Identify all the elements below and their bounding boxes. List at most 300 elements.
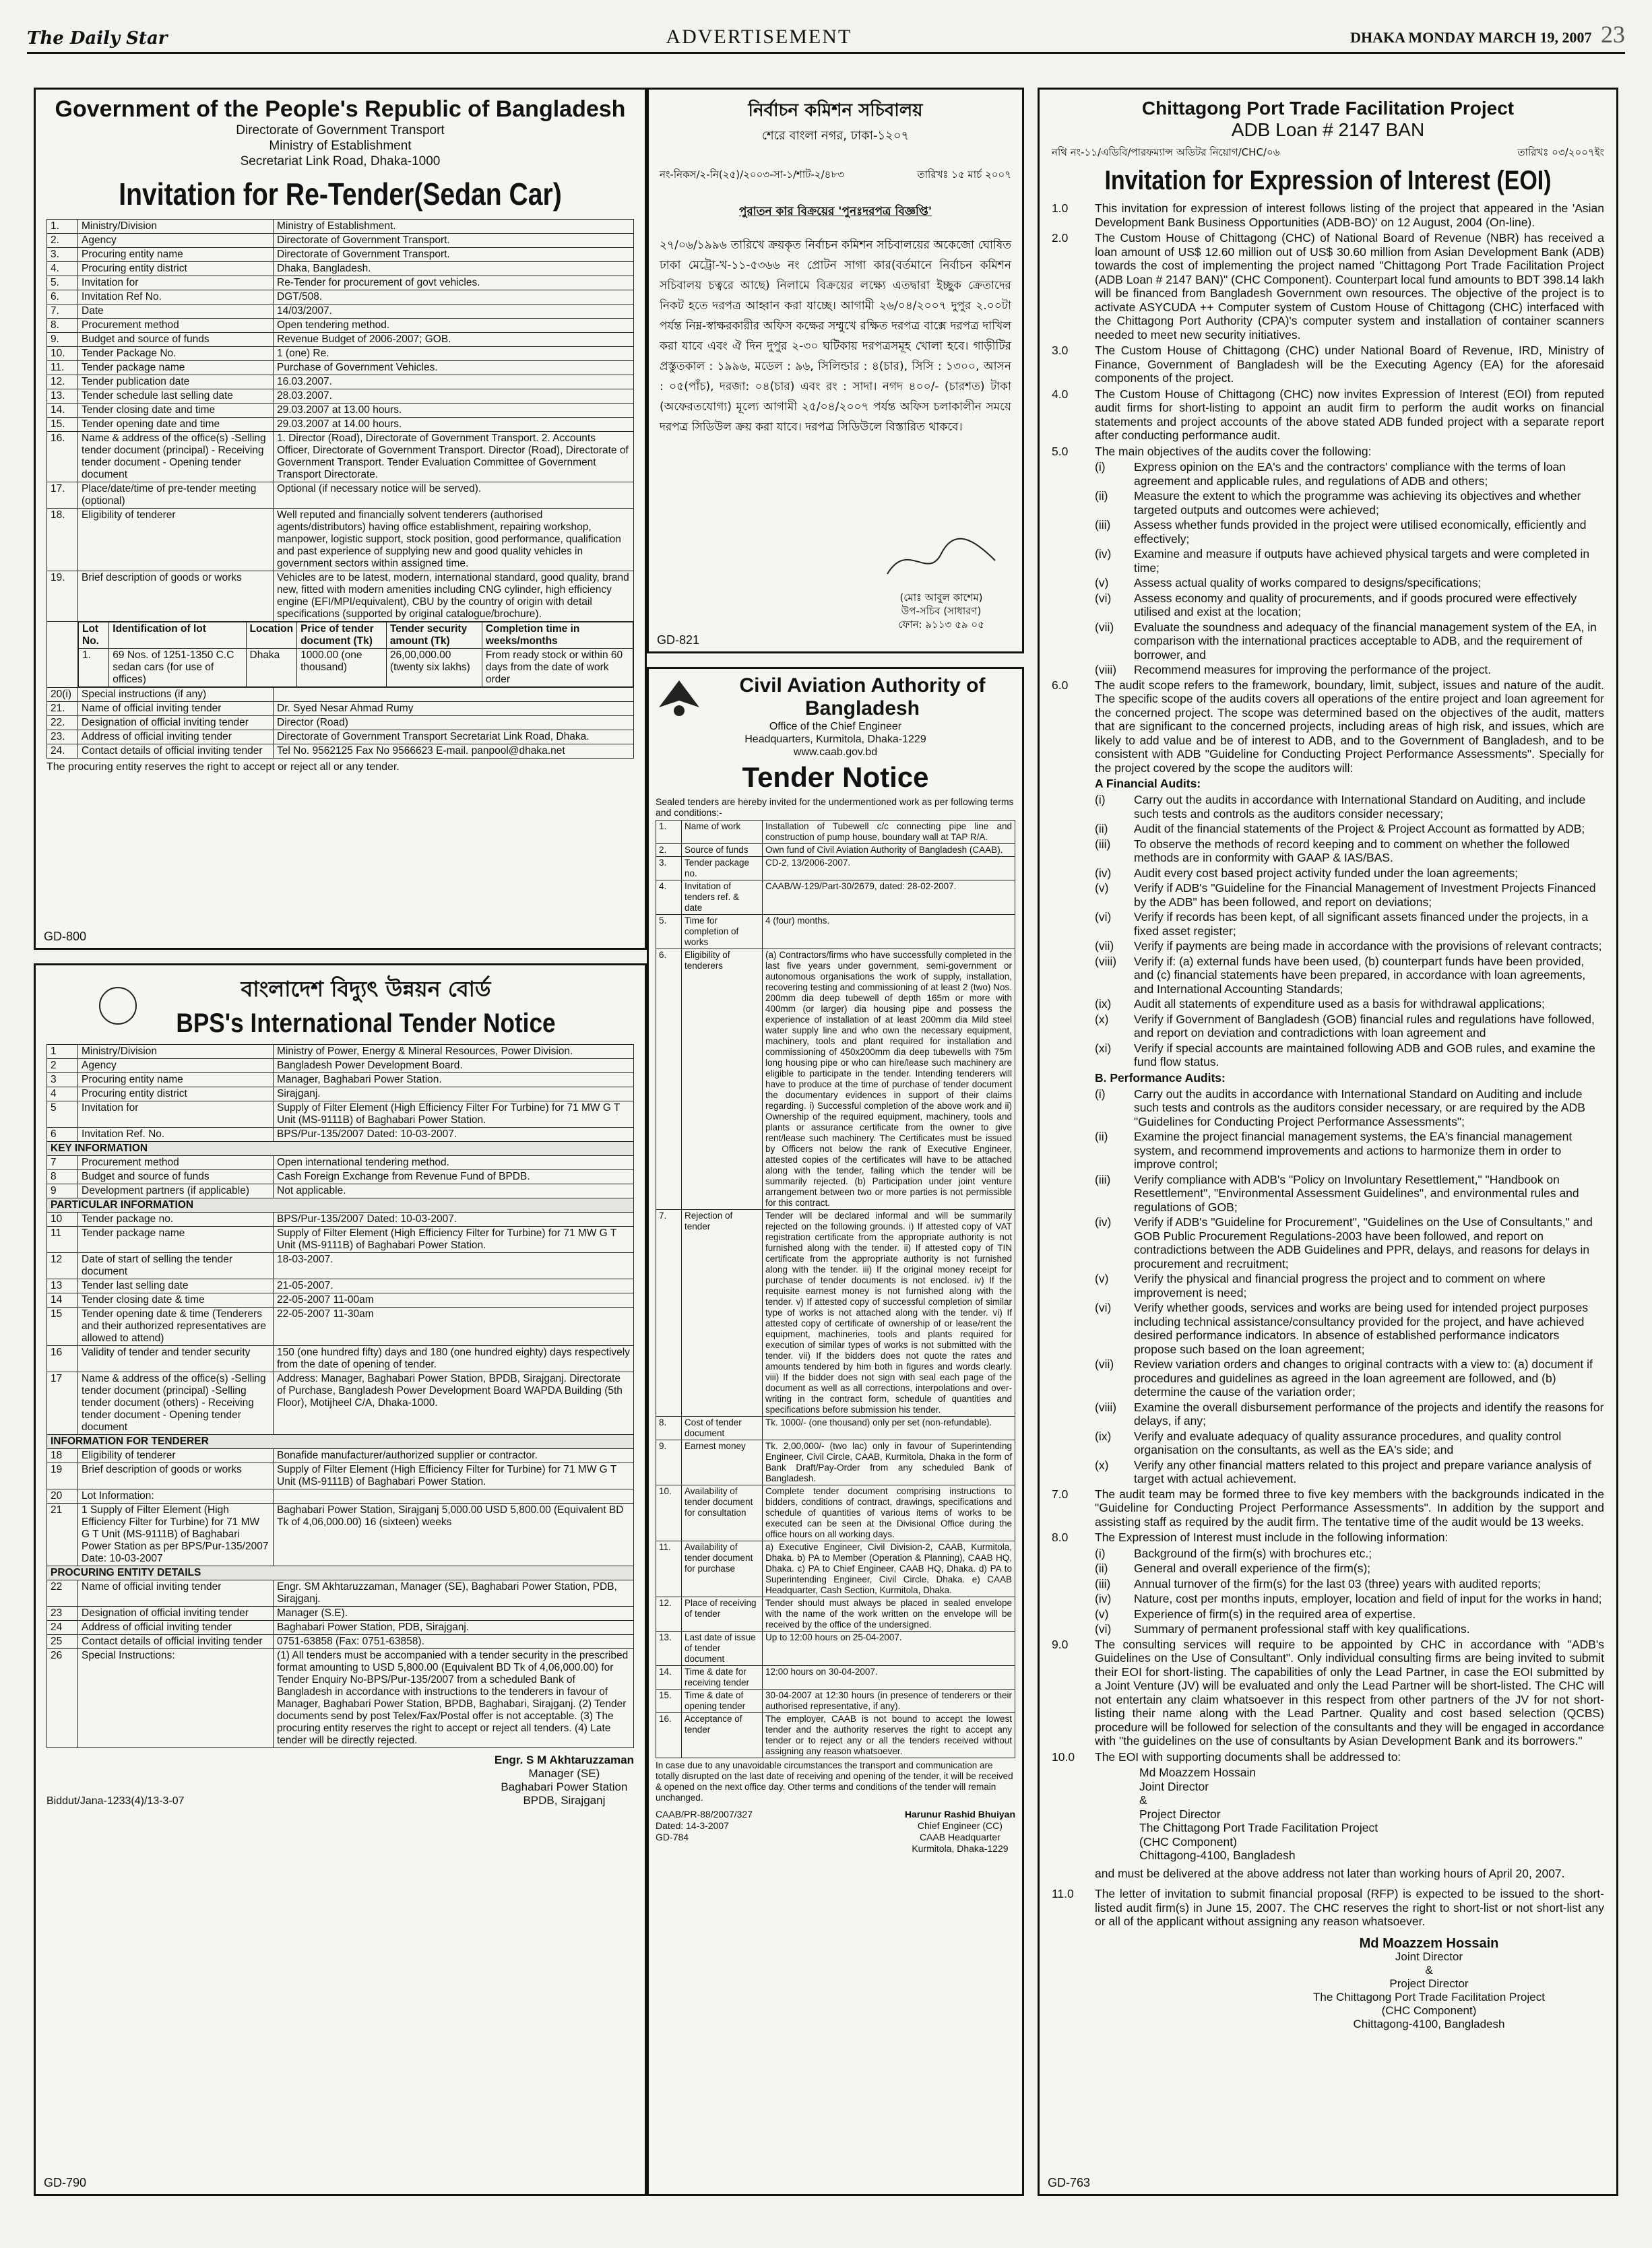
ad-body [1052, 201, 1604, 2031]
row-label: Tender package no. [78, 1213, 274, 1227]
table-row [47, 1504, 634, 1566]
list-item [1052, 1215, 1604, 1271]
row-value: Director (Road) [274, 716, 634, 730]
ad-note: In case due to any unavoidable circumstances the transport and communication are totally disrupted on the last date of receiving and opening of the tender, it will be received & opened on the next office day. Other terms and conditions of the tender will remain unchanged. [656, 1760, 1013, 1803]
row-label: Tender schedule last selling date [78, 389, 274, 404]
row-label: Time for completion of works [682, 915, 763, 949]
section-row [47, 1142, 634, 1156]
eoi-paragraph [1052, 678, 1604, 775]
ref-date: তারিখঃ ০৩/২০০৭ইং [1517, 146, 1604, 158]
item-number: (ii) [1095, 489, 1108, 503]
subtitle-line: Ministry of Establishment [269, 139, 412, 153]
lot-cell: 69 Nos. of 1251-1350 C.C sedan cars (for use of offices) [109, 649, 246, 687]
item-text: Verify any other financial matters related to this project and prepare variance analysis of target with actual achievement. [1134, 1458, 1591, 1485]
table-row [47, 234, 634, 248]
ad-footer [46, 1754, 634, 1807]
item-number: (iv) [1095, 1215, 1112, 1229]
row-value: (1) All tenders must be accompanied with a tender security in the prescribed format amounting to USD 5,800.00 (Equivalent BD Tk of 4,06,000.00) for Tender Enquiry No-BPS/Pur-135/2007 from a scheduled Bank of Bangladesh in accordance with instructions to the tenderers in favour of Manager, Baghabari Power Station, BPDB, Baghabari, Sirajganj. (2) Tender documents send by post Telex/Fax/Postal offer is not acceptable. (3) The procuring entity reserves the right to accept or reject all tenders. (4) Late tender will be directly rejected. [274, 1649, 634, 1748]
address-line: & [1139, 1793, 1147, 1807]
list-item [1052, 1592, 1604, 1606]
row-number: 15. [656, 1690, 682, 1713]
row-value: Baghabari Power Station, Sirajganj 5,000.00 USD 5,800.00 (Equivalent BD Tk of 4,06,000.00) 16 (sixteen) weeks [274, 1504, 634, 1566]
ad-code: GD-790 [44, 2176, 87, 2189]
row-value: Tel No. 9562125 Fax No 9566623 E-mail. panpool@dhaka.net [274, 744, 634, 759]
ref-number: নথি নং-১১/এডিবি/পারফম্যান্স অডিটর নিয়োগ/CHC/০৬ [1052, 146, 1280, 158]
row-label: Procuring entity district [78, 262, 274, 276]
table-row [47, 1170, 634, 1184]
row-number: 15. [47, 418, 78, 432]
lot-header: Completion time in weeks/months [482, 622, 633, 649]
row-label: Tender opening date and time [78, 418, 274, 432]
ad-code: GD-821 [657, 633, 700, 647]
item-text: Carry out the audits in accordance with International Standard on Auditing and include such tests and controls as the auditors consider necessary, or are required by the ADB "Guidelines for Conducting Project Performance Assessments"; [1134, 1087, 1585, 1128]
row-number: 12 [47, 1253, 78, 1279]
row-value: Complete tender document comprising instructions to bidders, conditions of contract, drawings, specifications and schedule of quantities of various items of works to be executed can be seen at the Divisional Office during the office hours on all working days. [763, 1485, 1015, 1541]
row-number [47, 622, 78, 688]
table-row [47, 1580, 634, 1607]
table-row [656, 1440, 1015, 1485]
item-number: (i) [1095, 460, 1106, 474]
row-value: Up to 12:00 hours on 25-04-2007. [763, 1632, 1015, 1666]
row-number: 21. [47, 702, 78, 716]
item-text: Review variation orders and changes to original contracts with a view to: (a) document if procedures and guidelines as agreed in the loan agreement are followed, and (b) determine the cause of the variation order; [1134, 1357, 1593, 1399]
table-row [656, 880, 1015, 915]
tender-table [656, 820, 1015, 1758]
item-number: (vi) [1095, 1622, 1112, 1636]
row-number: 1 [47, 1045, 78, 1059]
table-row [656, 1690, 1015, 1713]
list-item [1052, 1430, 1604, 1457]
eoi-paragraph [1052, 1887, 1604, 1929]
ad-code: GD-784 [656, 1832, 689, 1842]
paragraph-number: 5.0 [1052, 444, 1069, 458]
table-row [47, 304, 634, 319]
lot-row [79, 649, 633, 687]
row-value: 4 (four) months. [763, 915, 1015, 949]
section-heading: PARTICULAR INFORMATION [47, 1198, 634, 1213]
row-value: 150 (one hundred fifty) days and 180 (one hundred eighty) days respectively from the date of opening of tender. [274, 1346, 634, 1372]
ad-code: GD-763 [1048, 2176, 1091, 2189]
item-text: Audit every cost based project activity funded under the loan agreements; [1134, 866, 1519, 880]
item-text: Assess actual quality of works compared to designs/specifications; [1134, 576, 1482, 589]
row-label: Budget and source of funds [78, 1170, 274, 1184]
item-text: Nature, cost per months inputs, employer, location and field of input for the works in hand; [1134, 1592, 1602, 1605]
paragraph-text: The audit scope refers to the framework, boundary, limit, subject, issues and nature of the audit. The specific scope of the audits covers all operations of the entire project and loan agreement for the concerned project. The scope was determined based on the objectives of the audit, matters that are significant to the concerned projects, including areas of high risk, and issues, which are likely to add value and be of interest to ADB, and to the Government of Bangladesh, and to be consistent with ADB "Guideline for Conducting Project Performance Assessments". Specially for the project covered by the scope the auditors will: [1095, 678, 1604, 775]
paragraph-number: 3.0 [1052, 344, 1069, 357]
address-block [1052, 1766, 1604, 1863]
table-row [47, 1227, 634, 1253]
row-number: 16. [47, 432, 78, 482]
row-label: Earnest money [682, 1440, 763, 1485]
item-number: (iii) [1095, 837, 1111, 851]
address-line: Md Moazzem Hossain [1139, 1766, 1257, 1779]
list-item [1052, 460, 1604, 488]
table-row [47, 1372, 634, 1435]
paragraph-number: 7.0 [1052, 1487, 1069, 1501]
row-number: 14 [47, 1293, 78, 1308]
item-text: Assess economy and quality of procurements, and if goods procured were effectively utilised and exist at the location; [1134, 591, 1577, 618]
table-row [47, 361, 634, 375]
row-number: 2 [47, 1059, 78, 1073]
row-label: Availability of tender document for purchase [682, 1541, 763, 1597]
item-text: Experience of firm(s) in the required area of expertise. [1134, 1607, 1416, 1621]
eoi-paragraph [1052, 445, 1604, 459]
row-label: Last date of issue of tender document [682, 1632, 763, 1666]
ad-address: শেরে বাংলা নগর, ঢাকা-১২০৭ [761, 129, 910, 143]
row-value: Open tendering method. [274, 319, 634, 333]
row-label: Place/date/time of pre-tender meeting (optional) [78, 482, 274, 509]
list-item [1052, 518, 1604, 546]
row-label: Designation of official inviting tender [78, 1607, 274, 1621]
row-label: Name of work [682, 821, 763, 844]
row-value: Dr. Syed Nesar Ahmad Rumy [274, 702, 634, 716]
row-label: 1 Supply of Filter Element (High Efficiency Filter for Turbine) for 71 MW G T Unit (MS-9111B) of Baghabari Power Station as per BPS/Pur-135/2007 Date: 10-03-2007 [78, 1504, 274, 1566]
address-line: Joint Director [1139, 1779, 1209, 1793]
eoi-paragraph [1052, 1531, 1604, 1545]
list-item [1052, 1013, 1604, 1040]
row-number: 22 [47, 1580, 78, 1607]
row-number: 9. [47, 333, 78, 347]
row-label: Time & date for receiving tender [682, 1666, 763, 1690]
item-number: (vi) [1095, 910, 1112, 924]
paragraph-number: 11.0 [1052, 1887, 1074, 1900]
section-title: ADVERTISEMENT [666, 26, 852, 48]
list-item [1052, 793, 1604, 821]
item-number: (viii) [1095, 1400, 1117, 1414]
signature-line: Manager (SE) [528, 1767, 600, 1780]
row-value: Purchase of Government Vehicles. [274, 361, 634, 375]
table-row [47, 482, 634, 509]
row-number: 11. [656, 1541, 682, 1597]
item-number: (iv) [1095, 866, 1112, 880]
item-number: (i) [1095, 1087, 1106, 1101]
list-item [1052, 822, 1604, 836]
table-row [47, 418, 634, 432]
row-label: Brief description of goods or works [78, 1463, 274, 1489]
ad-heading: Invitation for Expression of Interest (EOI) [1104, 166, 1552, 195]
row-label: Name & address of the office(s) -Selling tender document (principal) -Selling tender document (others) - Receiving tender document - Opening tender document [78, 1372, 274, 1435]
table-row [47, 1101, 634, 1128]
table-row [47, 730, 634, 744]
signature-line: The Chittagong Port Trade Facilitation Project [1313, 1990, 1545, 2003]
row-number: 24. [47, 744, 78, 759]
row-number: 3 [47, 1073, 78, 1087]
ref-date: তারিখঃ ১৫ মার্চ ২০০৭ [917, 168, 1011, 181]
row-number: 17. [47, 482, 78, 509]
table-row [47, 1635, 634, 1649]
table-row [47, 716, 634, 730]
table-row [656, 1417, 1015, 1440]
row-number: 4. [47, 262, 78, 276]
lot-header-row [79, 622, 633, 649]
row-label: Source of funds [682, 844, 763, 857]
row-value: Baghabari Power Station, PDB, Sirajganj. [274, 1621, 634, 1635]
row-number: 2. [656, 844, 682, 857]
row-value: Vehicles are to be latest, modern, international standard, good quality, brand new, fitted with modern amenities including CNG cylinder, high efficiency engine (EFI/MPI/equivalent), CBU by the country of origin with detail specifications (supported by original catalogue/brochure). [274, 571, 634, 622]
list-item [1052, 1041, 1604, 1069]
row-label: Time & date of opening tender [682, 1690, 763, 1713]
row-number: 16 [47, 1346, 78, 1372]
item-text: Examine and measure if outputs have achieved physical targets and were completed in time; [1134, 547, 1590, 575]
paragraph-text: The Expression of Interest must include in the following information: [1095, 1531, 1449, 1544]
row-number: 14. [47, 404, 78, 418]
table-row [47, 1128, 634, 1142]
section-heading: KEY INFORMATION [47, 1142, 634, 1156]
row-number: 20(i) [47, 688, 78, 702]
list-item [1052, 1301, 1604, 1356]
item-number: (i) [1095, 1546, 1106, 1560]
row-number: 23 [47, 1607, 78, 1621]
signature-line: ফোন: ৯১১৩ ৫৯ ০৫ [898, 618, 984, 631]
row-number: 1. [47, 220, 78, 234]
row-label: Tender package no. [682, 857, 763, 880]
item-text: Carry out the audits in accordance with International Standard on Auditing, and include such tests and controls as the auditors consider necessary; [1134, 793, 1586, 821]
table-row [656, 1597, 1015, 1632]
row-label: Tender Package No. [78, 347, 274, 361]
caab-logo-icon [656, 677, 703, 717]
ad-heading: Invitation for Re-Tender(Sedan Car) [119, 176, 562, 212]
signature-line: Chief Engineer (CC) [917, 1820, 1003, 1831]
row-number: 6 [47, 1128, 78, 1142]
paragraph-text: The Custom House of Chittagong (CHC) now invites Expression of Interest (EOI) from reputed audit firms for short-listing to appoint an audit firm to perform the audit works on financial statements and project accounts of the above stated ADB funded project with a separate report after conducting performance audit. [1095, 387, 1604, 442]
table-row [47, 702, 634, 716]
item-number: (x) [1095, 1012, 1109, 1026]
row-label: Contact details of official inviting tender [78, 744, 274, 759]
table-row [47, 1449, 634, 1463]
table-row [47, 389, 634, 404]
item-text: Background of the firm(s) with brochures etc.; [1134, 1546, 1372, 1560]
signature-line: Harunur Rashid Bhuiyan [904, 1809, 1015, 1820]
item-number: (viii) [1095, 663, 1117, 676]
lot-header: Location [246, 622, 297, 649]
table-row [656, 1666, 1015, 1690]
row-number: 13. [47, 389, 78, 404]
table-row [47, 571, 634, 622]
item-text: Audit all statements of expenditure used as a basis for withdrawal applications; [1134, 997, 1545, 1010]
row-value: 22-05-2007 11-30am [274, 1308, 634, 1346]
ad-title: নির্বাচন কমিশন সচিবালয় [748, 100, 923, 121]
signature-line: Joint Director [1395, 1950, 1463, 1963]
row-label: Agency [78, 1059, 274, 1073]
row-value: Ministry of Power, Energy & Mineral Resources, Power Division. [274, 1045, 634, 1059]
item-text: General and overall experience of the firm(s); [1134, 1562, 1371, 1575]
table-row [47, 1073, 634, 1087]
row-number: 3. [47, 248, 78, 262]
table-row [47, 1156, 634, 1170]
ref-line [660, 167, 1011, 184]
ad-ref: Biddut/Jana-1233(4)/13-3-07 [46, 1795, 185, 1807]
item-number: (viii) [1095, 954, 1117, 968]
row-value: Own fund of Civil Aviation Authority of Bangladesh (CAAB). [763, 844, 1015, 857]
table-row [47, 1649, 634, 1748]
row-label: Lot Information: [78, 1489, 274, 1504]
row-label: Validity of tender and tender security [78, 1346, 274, 1372]
row-number: 8 [47, 1170, 78, 1184]
item-number: (x) [1095, 1458, 1109, 1472]
ad-header [46, 972, 634, 1039]
row-label: Ministry/Division [78, 220, 274, 234]
list-item [1052, 620, 1604, 662]
signature-block [905, 1809, 1015, 1855]
row-label: Tender opening date & time (Tenderers and their authorized representatives are allowed to attend) [78, 1308, 274, 1346]
subsection-heading: B. Performance Audits: [1095, 1070, 1226, 1085]
row-value: 14/03/2007. [274, 304, 634, 319]
table-row [47, 333, 634, 347]
row-number: 15 [47, 1308, 78, 1346]
ad-eoi-chittagong-port [1038, 88, 1618, 2196]
row-value: Installation of Tubewell c/c connecting pipe line and construction of pump house, boundary wall at TAP R/A. [763, 821, 1015, 844]
item-number: (iv) [1095, 547, 1112, 560]
table-row [47, 290, 634, 304]
paragraph-text: The Custom House of Chittagong (CHC) of National Board of Revenue (NBR) has received a loan amount of US$ 12.60 million out of US$ 30.60 million from Asian Development Bank (ADB) towards the cost of implementing the project named "Chittagong Port Trade Facilitation Project (ADB Loan # 2147 BAN)" (CHC Component). Counterpart local fund amounts to BDT 398.14 lakh will be financed from Bangladesh Government own resources. The objective of the project is to activate ASYCUDA ++ Computer system of Custom House of Chittagong (CHC) interfaced with the Chittagong Port Authority (CPA)'s computer system and installation of container scanners needed to meet new security initiatives. [1095, 231, 1604, 342]
row-number: 13. [656, 1632, 682, 1666]
row-number: 11. [47, 361, 78, 375]
row-value: Bangladesh Power Development Board. [274, 1059, 634, 1073]
row-label: Invitation for [78, 1101, 274, 1128]
list-item [1052, 1547, 1604, 1561]
eoi-paragraph [1052, 1750, 1604, 1764]
paragraph-text: This invitation for expression of interest follows listing of the project that appeared in the 'Asian Development Bank Business Opportunities (ADB-BO)' on 12 August, 2004 (On-line). [1095, 201, 1604, 229]
item-text: Verify if records has been kept, of all significant assets financed under the projects, in a fixed asset register; [1134, 910, 1589, 938]
item-text: Verify if payments are being made in accordance with the provisions of relevant contracts; [1134, 939, 1602, 953]
row-number: 9. [656, 1440, 682, 1485]
row-value: Sirajganj. [274, 1087, 634, 1101]
item-text: Assess whether funds provided in the project were utilised economically, efficiently and effectively; [1134, 518, 1587, 546]
paragraph-text: The consulting services will require to be appointed by CHC in accordance with "ADB's Guidelines on the Use of Consultant". Only individual consulting firms are being invited to submit their EOI for short-listing. The capabilities of only the Lead Partner, in case the EOI submitted by a Joint Venture (JV) will be evaluated and only the Lead Partner will be short-listed. The CHC will not entertain any claim whatsoever in this respect from other partners of the JV for not short-listing their name along with the Lead Partner. Quality and cost based selection (QCBS) procedure will be followed for selection of the consultants and they will be engaged in accordance with "the guidelines on the use of consultants by Asian Development Bank and its borrowers." [1095, 1637, 1604, 1747]
row-value: BPS/Pur-135/2007 Dated: 10-03-2007. [274, 1213, 634, 1227]
row-number: 12. [656, 1597, 682, 1632]
row-label: Development partners (if applicable) [78, 1184, 274, 1198]
item-text: Measure the extent to which the programme was achieving its objectives and whether targeted outputs and outcomes were achieved; [1134, 489, 1581, 517]
row-number: 14. [656, 1666, 682, 1690]
row-value: 18-03-2007. [274, 1253, 634, 1279]
row-label: Name of official inviting tender [78, 1580, 274, 1607]
eoi-paragraph [1052, 201, 1604, 229]
paragraph-text: The letter of invitation to submit financial proposal (RFP) is expected to be issued to the short-listed audit firm(s) in June 15, 2007. The CHC reserves the right to short-list or not short-list any or all of the applicant without assigning any reason whatsoever. [1095, 1887, 1604, 1928]
row-number: 24 [47, 1621, 78, 1635]
office-line: Office of the Chief Engineer [769, 721, 902, 732]
row-number: 22. [47, 716, 78, 730]
row-label: Date [78, 304, 274, 319]
item-number: (ii) [1095, 1562, 1108, 1575]
row-label: Ministry/Division [78, 1045, 274, 1059]
table-row [656, 844, 1015, 857]
dateline-text: DHAKA MONDAY MARCH 19, 2007 [1350, 29, 1592, 46]
table-row [47, 509, 634, 571]
table-row [656, 1541, 1015, 1597]
row-number: 5 [47, 1101, 78, 1128]
table-row [47, 262, 634, 276]
row-number: 7. [656, 1210, 682, 1417]
list-item [1052, 663, 1604, 677]
project-name: Chittagong Port Trade Facilitation Project [1141, 98, 1515, 119]
row-value: Supply of Filter Element (High Efficiency Filter for Turbine) for 71 MW G T Unit (MS-9111B) of Baghabari Power Station. [274, 1463, 634, 1489]
row-value: Address: Manager, Baghabari Power Station, BPDB, Sirajganj. Directorate of Purchase, Bangladesh Power Development Board WAPDA Building (5th Floor), Motijheel C/A, Dhaka-1000. [274, 1372, 634, 1435]
list-item [1052, 997, 1604, 1011]
item-text: Summary of permanent professional staff with key qualifications. [1134, 1622, 1470, 1636]
row-number: 10. [47, 347, 78, 361]
list-item [1052, 955, 1604, 996]
signature-line: Engr. S M Akhtaruzzaman [494, 1754, 634, 1766]
item-text: Verify if: (a) external funds have been used, (b) counterpart funds have been provided, and (c) financial statements have been prepared, in accordance with loan agreements, and International Accounting Standards; [1134, 954, 1586, 996]
row-value: 30-04-2007 at 12:30 hours (in presence of tenderers or their authorised representative, if any). [763, 1690, 1015, 1713]
row-number: 23. [47, 730, 78, 744]
lot-table [78, 622, 633, 687]
table-row [656, 821, 1015, 844]
lot-header: Tender security amount (Tk) [386, 622, 482, 649]
table-row [656, 949, 1015, 1210]
item-number: (vi) [1095, 591, 1112, 605]
row-number: 18 [47, 1449, 78, 1463]
row-label: Tender closing date and time [78, 404, 274, 418]
row-number: 10. [656, 1485, 682, 1541]
row-value: 29.03.2007 at 14.00 hours. [274, 418, 634, 432]
ad-office [656, 720, 1015, 759]
address-line: The Chittagong Port Trade Facilitation Project [1139, 1821, 1378, 1834]
row-number: 6. [656, 949, 682, 1210]
row-value: 21-05-2007. [274, 1279, 634, 1293]
row-label: Eligibility of tenderers [682, 949, 763, 1210]
row-label: Place of receiving of tender [682, 1597, 763, 1632]
item-text: Examine the overall disbursement performance of the projects and identify the reasons for delays, if any; [1134, 1400, 1604, 1427]
table-row [47, 375, 634, 389]
row-number: 12. [47, 375, 78, 389]
table-row [47, 1059, 634, 1073]
list-item [1052, 881, 1604, 909]
table-row [47, 1087, 634, 1101]
row-label: Cost of tender document [682, 1417, 763, 1440]
row-value: 1. Director (Road), Directorate of Government Transport. 2. Accounts Officer, Directorate of Government Transport. Director (Road), Directorate of Government Transport. Tender Evaluation Committee of Government Transport Directorate. [274, 432, 634, 482]
row-label: Procurement method [78, 1156, 274, 1170]
item-text: Recommend measures for improving the performance of the project. [1134, 663, 1492, 676]
row-label: Contact details of official inviting tender [78, 1635, 274, 1649]
row-number: 13 [47, 1279, 78, 1293]
row-number: 25 [47, 1635, 78, 1649]
item-text: Evaluate the soundness and adequacy of the financial management system of the EA, in comparison with the international practices acceptable to ADB, and the requirement of borrower, and [1134, 620, 1597, 662]
row-value: Manager, Baghabari Power Station. [274, 1073, 634, 1087]
row-number: 5. [47, 276, 78, 290]
list-item [1052, 1272, 1604, 1299]
row-value: 1 (one) Re. [274, 347, 634, 361]
row-value: Directorate of Government Transport. [274, 248, 634, 262]
subsection-heading: A Financial Audits: [1095, 777, 1201, 790]
row-label: Invitation Ref No. [78, 290, 274, 304]
row-value: Tender will be declared informal and will be summarily rejected on the following grounds. i) If attested copy of VAT registration certificate from the appropriate authority is not furnished along with the tender. ii) If attested copy of TIN certificate from the appropriate authority is not furnished along with the tender. iii) If the original money receipt for purchase of tender documents is not enclosed. iv) If the requisite earnest money is not furnished along with the tender. v) If attested copy of successful completion of similar type of works is not attached along with the tender. vi) If attested copy of certificate of ownership of or lease/rent the equipment, machineries, tools and plants required for execution of similar types of works is not submitted with the tender. vii) If the bidders does not quote the rates and amounts tendered by him both in figures and words clearly. viii) If the bidder does not sign with seal each page of the document as well as all corrections, interpolations and over-writing in the contract form, schedule of quantities and specifications before submission his tender. [763, 1210, 1015, 1417]
paragraph-number: 6.0 [1052, 678, 1069, 692]
eoi-paragraph [1052, 387, 1604, 443]
table-row [656, 1210, 1015, 1417]
table-row [47, 1184, 634, 1198]
table-row [47, 432, 634, 482]
lot-header: Identification of lot [109, 622, 246, 649]
subtitle-line: Directorate of Government Transport [236, 123, 445, 137]
row-number: 1. [656, 821, 682, 844]
paragraph-text: The main objectives of the audits cover the following: [1095, 444, 1372, 458]
ad-election-commission [647, 88, 1024, 653]
item-text: Verify if ADB's "Guideline for the Financial Management of Investment Projects Financed by the ADB" has been followed, and report on deviations; [1134, 881, 1596, 909]
row-label: Brief description of goods or works [78, 571, 274, 622]
row-label: Special Instructions: [78, 1649, 274, 1748]
row-label: Address of official inviting tender [78, 1621, 274, 1635]
row-value: (a) Contractors/firms who have successfully completed in the last five years under government, semi-government or autonomous organisations the work of supply, installation, recovering testing and commissioning of at least 2 (two) Nos. 200mm dia deep tubewell of depth 165m or more with 400mm (or larger) dia housing pipe and possess the experience of installation of at least 200mm dia Mild steel water supply line and who own the necessary equipment, machinery, tools and plant required for installation and commissioning of 450x200mm dia deep tubewells with 75m long housing pipe or who can hire/lease such machinery are eligible to participate in the tender. Intending tenderers will have to produce at the time of purchase of tender document the documentary evidences in support of their claims regarding. i) Successful completion of the above work and ii) Ownership of the required equipment, machinery, tools and plants or assurance certificate from the owner to give rent/lease such machinery. The Certificates must be issued by Officers not below the rank of Executive Engineer, attested copies of the certificates will have to be attached along with the tender, failing which the tender will be summarily rejected. (b) Participation under joint venture arrangement between two or more parties is not permissible for this contract. [763, 949, 1015, 1210]
row-label: Name of official inviting tender [78, 702, 274, 716]
table-row [47, 1489, 634, 1504]
row-number: 21 [47, 1504, 78, 1566]
lot-cell: Dhaka [246, 649, 297, 687]
row-label: Invitation of tenders ref. & date [682, 880, 763, 915]
list-item [1052, 866, 1604, 880]
table-row [47, 1607, 634, 1621]
